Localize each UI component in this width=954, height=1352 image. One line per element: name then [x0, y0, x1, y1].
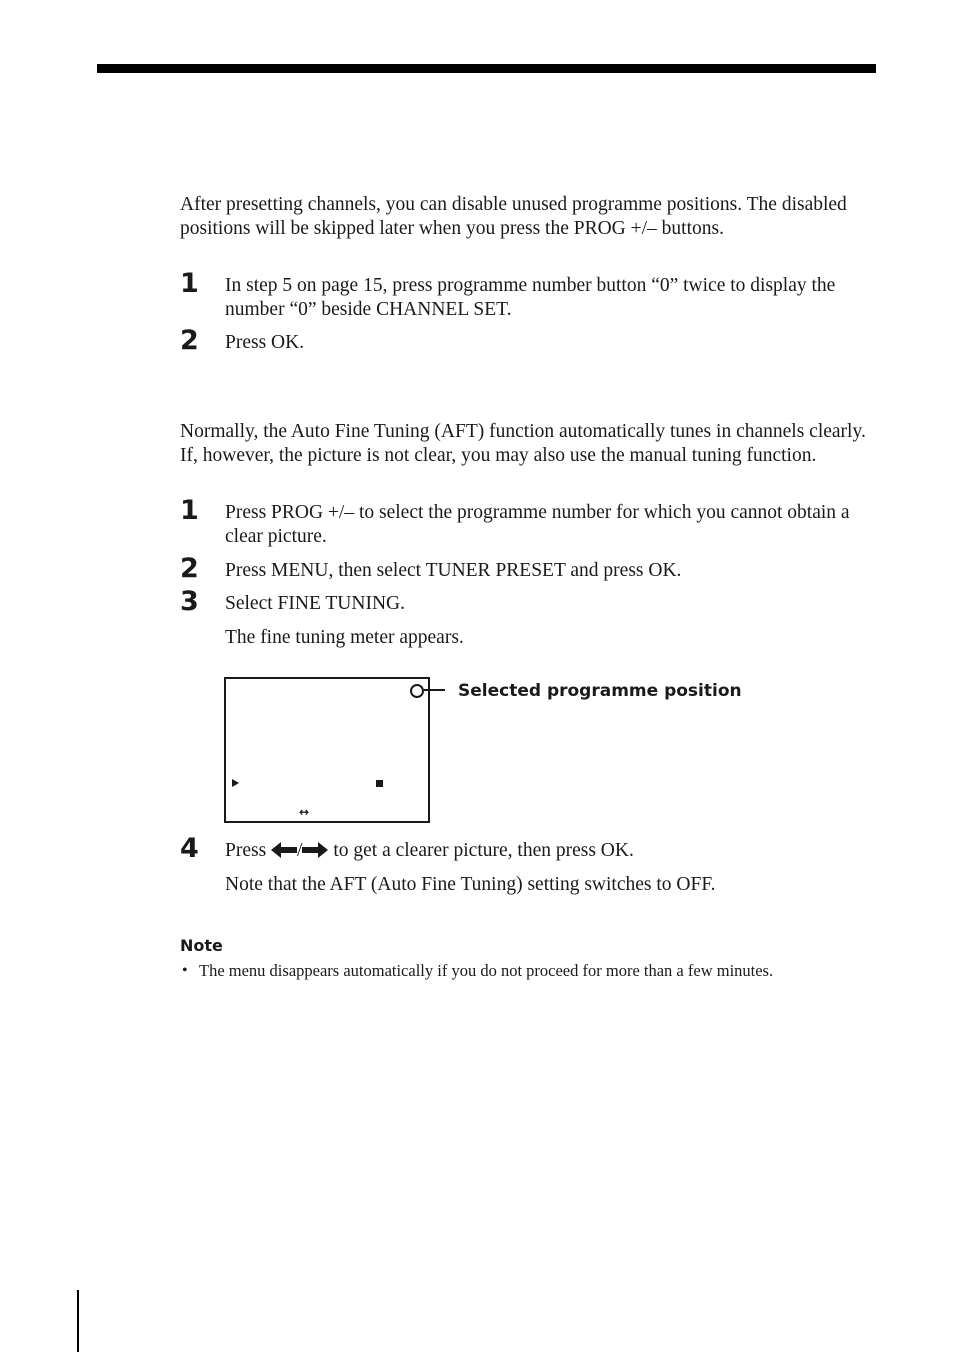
margin-rule — [77, 1290, 79, 1352]
step-4-after-text: to get a clearer picture, then press OK. — [333, 840, 634, 861]
step-4-press-text: Press — [225, 840, 267, 861]
header-rule — [97, 64, 876, 73]
callout-marker-icon — [410, 684, 424, 698]
manual-intro: Normally, the Auto Fine Tuning (AFT) function automatically tunes in channels clearly. If, however, the picture is not clear, you may also use the manual tuning function. — [180, 421, 866, 466]
right-arrow-icon — [302, 842, 328, 858]
left-arrow-icon — [271, 842, 297, 858]
manual-step-3-number: 3 — [180, 586, 199, 617]
cursor-arrow-icon — [232, 779, 239, 787]
manual-step-2-number: 2 — [180, 553, 199, 584]
manual-step-4-number: 4 — [180, 833, 199, 864]
skip-step-1-number: 1 — [180, 268, 199, 299]
manual-step-3-text: Select FINE TUNING. — [225, 593, 405, 614]
left-right-arrows-icon: ↔ — [299, 805, 310, 819]
skip-step-2-number: 2 — [180, 325, 199, 356]
note-heading: Note — [180, 936, 223, 955]
manual-step-4-text — [225, 839, 880, 863]
manual-step-4-subtext: Note that the AFT (Auto Fine Tuning) setting switches to OFF. — [225, 874, 716, 895]
note-bullet: • — [182, 962, 188, 979]
callout-label: Selected programme position — [458, 681, 742, 701]
manual-step-2-text: Press MENU, then select TUNER PRESET and press OK. — [225, 560, 682, 581]
callout-leader-line — [424, 689, 445, 691]
manual-step-1-text: Press PROG +/– to select the programme number for which you cannot obtain a clear picture. — [225, 502, 850, 547]
skip-step-2-text: Press OK. — [225, 332, 305, 353]
manual-step-3-subtext: The fine tuning meter appears. — [225, 627, 464, 648]
skip-intro: After presetting channels, you can disable unused programme positions. The disabled positions will be skipped later when you press the PROG +/– buttons. — [180, 194, 847, 239]
note-text: The menu disappears automatically if you do not proceed for more than a few minutes. — [199, 961, 774, 980]
tuning-meter-indicator-icon — [376, 780, 383, 787]
tv-screen-illustration — [224, 677, 430, 823]
step-4-slash: / — [297, 840, 303, 861]
skip-step-1-text: In step 5 on page 15, press programme number button “0” twice to display the number “0” beside CHANNEL SET. — [225, 275, 836, 320]
manual-step-1-number: 1 — [180, 495, 199, 526]
